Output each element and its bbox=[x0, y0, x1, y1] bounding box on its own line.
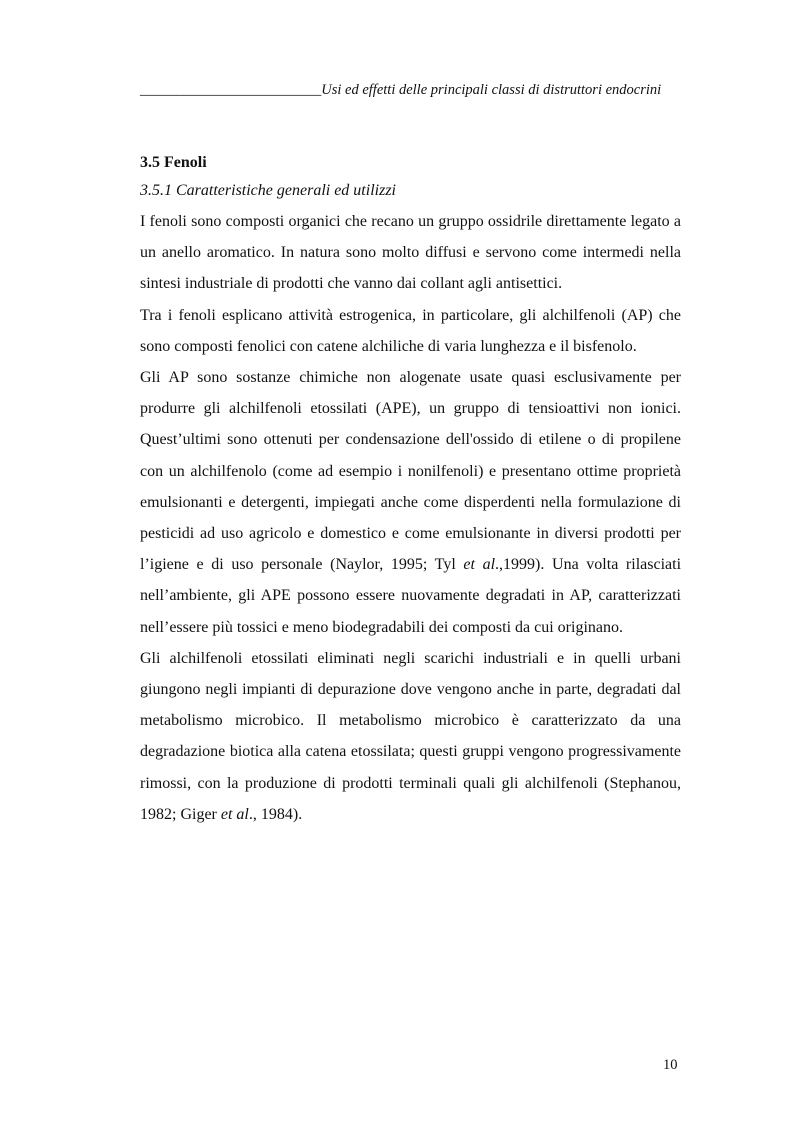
header-title: Usi ed effetti delle principali classi di distruttori endocrini bbox=[321, 82, 662, 98]
citation-et-al: et al bbox=[220, 805, 249, 823]
page-content bbox=[140, 150, 681, 830]
paragraph-4-part-1: Gli alchilfenoli etossilati eliminati negli scarichi industriali e in quelli urbani giungono negli impianti di depurazione dove vengono anche in parte, degradati dal metabolismo microbico. Il metabolismo microbico è caratterizzato da una degradazione biotica alla catena etossilata; questi gruppi vengono progressivamente rimossi, con la produzione di prodotti terminali quali gli alchilfenoli (Stephanou, 1982; Giger bbox=[140, 649, 681, 823]
page-number: 10 bbox=[663, 1057, 678, 1073]
citation-et-al: et al bbox=[463, 556, 496, 574]
running-header bbox=[140, 80, 680, 100]
paragraph-1: I fenoli sono composti organici che recano un gruppo ossidrile direttamente legato a un anello aromatico. In natura sono molto diffusi e servono come intermedi nella sintesi industriale di prodotti che vanno dai collant agli antisettici. bbox=[140, 213, 681, 293]
paragraph-3-part-2: .,1999). Una volta rilasciati nell’ambiente, gli APE possono essere nuovamente degradati in AP, caratterizzati nell’essere più tossici e meno biodegradabili dei composti da cui originano. bbox=[140, 556, 682, 636]
paragraph-3 bbox=[140, 362, 681, 643]
paragraph-3-part-1: Gli AP sono sostanze chimiche non alogenate usate quasi esclusivamente per produrre gli alchilfenoli etossilati (APE), un gruppo di tensioattivi non ionici. Quest’ultimi sono ottenuti per condensazione dell'ossido di etilene o di propilene con un alchilfenolo (come ad esempio i nonilfenoli) e presentano ottime proprietà emulsionanti e detergenti, impiegati anche come disperdenti nella formulazione di pesticidi ad uso agricolo e domestico e come emulsionante in diversi prodotti per l’igiene e di uso personale (Naylor, 1995; Tyl bbox=[140, 369, 681, 574]
paragraph-4 bbox=[140, 643, 681, 830]
subsection-title: 3.5.1 Caratteristiche generali ed utilizzi bbox=[140, 182, 396, 199]
section-title: 3.5 Fenoli bbox=[140, 154, 207, 171]
paragraph-2: Tra i fenoli esplicano attività estrogenica, in particolare, gli alchilfenoli (AP) che sono composti fenolici con catene alchiliche di varia lunghezza e il bisfenolo. bbox=[140, 306, 681, 355]
header-rule: _________________________ bbox=[140, 82, 322, 98]
paragraph-4-part-2: ., 1984). bbox=[248, 805, 303, 823]
